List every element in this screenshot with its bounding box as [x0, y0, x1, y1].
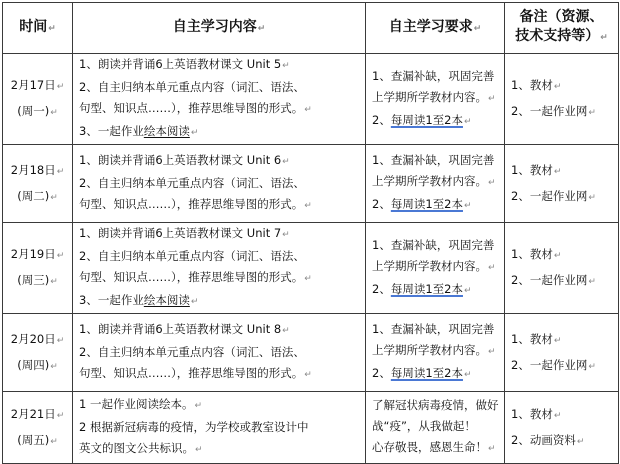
content-cell: 1、朗读并背诵6上英语教材课文 Unit 7↵ 2、自主归纳本单元重点内容（词汇、语法、 句型、知识点……），推荐思维导图的形式。↵ 3、一起作业绘本阅读↵: [73, 223, 366, 314]
date-cell: 2月19日↵ (周三)↵: [3, 223, 73, 314]
notes-cell: 1、教材↵ 2、一起作业网↵: [505, 314, 619, 392]
date-text: 2月21日: [10, 406, 56, 421]
date-cell: 2月20日↵ (周四)↵: [3, 314, 73, 392]
date-cell: 2月17日↵ (周一)↵: [3, 54, 73, 145]
content-cell: 1、朗读并背诵6上英语教材课文 Unit 8↵ 2、自主归纳本单元重点内容（词汇、语法、 句型、知识点……），推荐思维导图的形式。↵: [73, 314, 366, 392]
date-cell: 2月18日↵ (周二)↵: [3, 145, 73, 223]
content-cell: 1、朗读并背诵6上英语教材课文 Unit 5↵ 2、自主归纳本单元重点内容（词汇、语法、 句型、知识点……），推荐思维导图的形式。↵ 3、一起作业绘本阅读↵: [73, 54, 366, 145]
header-time: 时间↵: [3, 3, 73, 54]
requirement-cell: 1、查漏补缺，巩固完善 上学期所学教材内容。↵ 2、每周读1至2本↵: [366, 314, 505, 392]
header-notes: 备注（资源、 技术支持等）↵: [505, 3, 619, 54]
weekday-text: (周二): [17, 188, 50, 203]
date-text: 2月19日: [10, 247, 56, 261]
date-text: 2月18日: [10, 162, 56, 177]
weekday-text: (周四): [17, 357, 50, 372]
weekday-text: (周三): [17, 273, 50, 287]
picture-book-link[interactable]: 绘本阅读: [143, 124, 190, 138]
requirement-cell: 1、查漏补缺，巩固完善 上学期所学教材内容。↵ 2、每周读1至2本↵: [366, 223, 505, 314]
content-cell: 1、朗读并背诵6上英语教材课文 Unit 6↵ 2、自主归纳本单元重点内容（词汇、语法、 句型、知识点……），推荐思维导图的形式。↵: [73, 145, 366, 223]
requirement-cell: 1、查漏补缺，巩固完善 上学期所学教材内容。↵ 2、每周读1至2本↵: [366, 145, 505, 223]
date-cell: 2月21日↵ (周五)↵: [3, 392, 73, 464]
notes-cell: 1、教材↵ 2、动画资料↵: [505, 392, 619, 464]
study-schedule-table: [2, 2, 619, 464]
date-text: 2月20日: [10, 331, 56, 346]
weekly-reading-text: 每周读1至2本: [390, 281, 463, 296]
weekly-reading-text: 每周读1至2本: [390, 112, 463, 127]
notes-cell: 1、教材↵ 2、一起作业网↵: [505, 223, 619, 314]
weekly-reading-text: 每周读1至2本: [390, 197, 463, 211]
header-requirements: 自主学习要求↵: [366, 3, 505, 54]
table-row: [3, 54, 619, 145]
notes-cell: 1、教材↵ 2、一起作业网↵: [505, 54, 619, 145]
header-content: 自主学习内容↵: [73, 3, 366, 54]
notes-cell: 1、教材↵ 2、一起作业网↵: [505, 145, 619, 223]
table-row: [3, 145, 619, 223]
weekday-text: (周一): [17, 104, 50, 118]
table-row: [3, 314, 619, 392]
table-row: [3, 223, 619, 314]
weekday-text: (周五): [17, 432, 50, 447]
picture-book-link[interactable]: 绘本阅读: [143, 293, 190, 307]
requirement-cell: 了解冠状病毒疫情，做好 战“疫”，从我做起！ 心存敬畏，感恩生命！↵: [366, 392, 505, 464]
table-row: [3, 392, 619, 464]
requirement-cell: 1、查漏补缺，巩固完善 上学期所学教材内容。↵ 2、每周读1至2本↵: [366, 54, 505, 145]
date-text: 2月17日: [10, 78, 56, 92]
weekly-reading-text: 每周读1至2本: [390, 366, 463, 380]
header-row: [3, 3, 619, 54]
content-cell: 1 一起作业阅读绘本。↵ 2 根据新冠病毒的疫情，为学校或教室设计中 英文的图文公共标识。↵: [73, 392, 366, 464]
